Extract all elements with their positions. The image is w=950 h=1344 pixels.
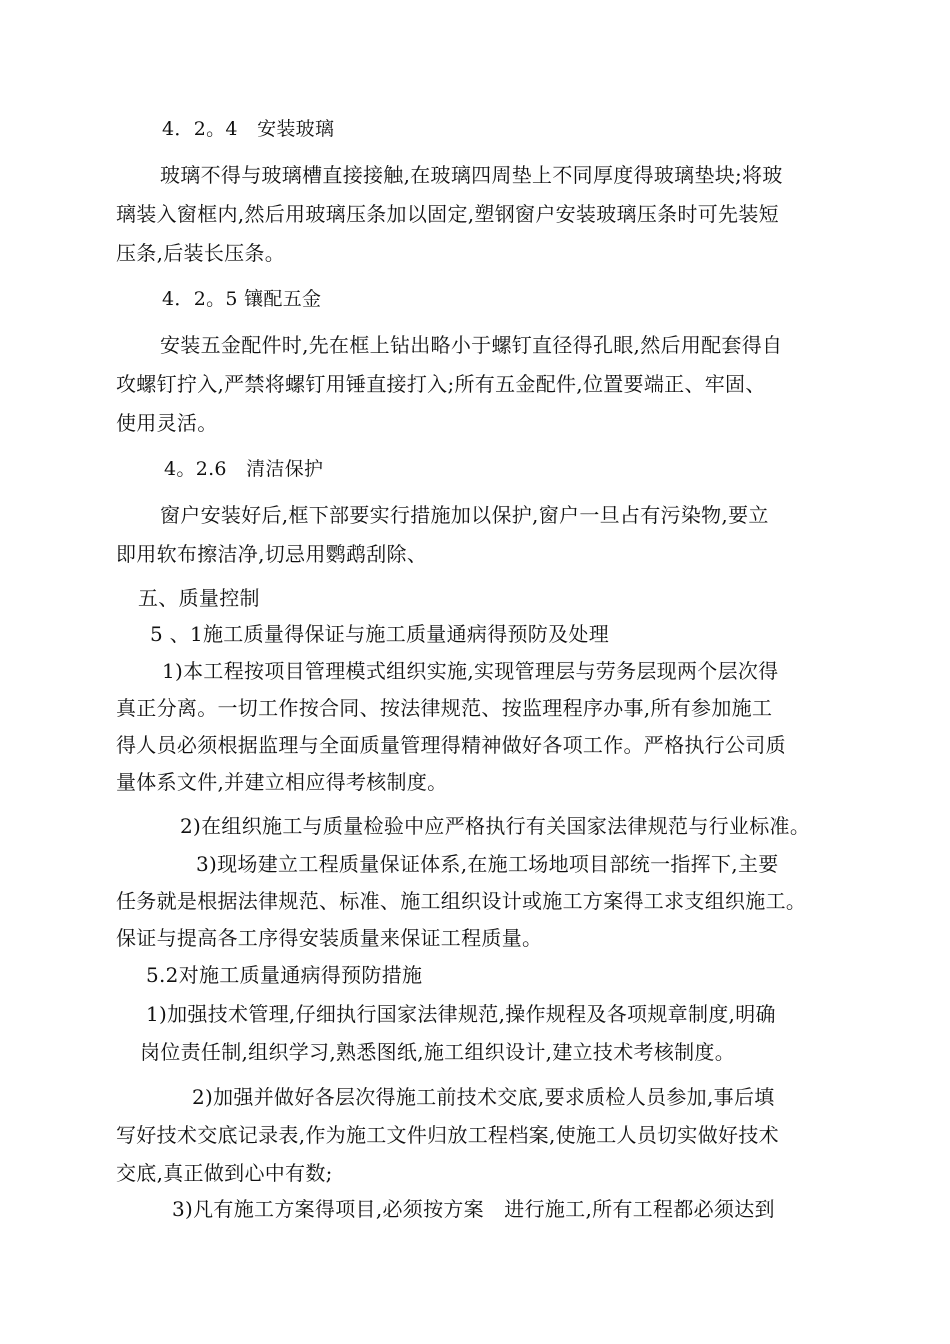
paragraph-line: 使用灵活。	[116, 411, 218, 435]
paragraph-line: 璃装入窗框内,然后用玻璃压条加以固定,塑钢窗户安装玻璃压条时可先装短	[116, 202, 779, 226]
paragraph-line: 1)本工程按项目管理模式组织实施,实现管理层与劳务层现两个层次得	[162, 659, 779, 683]
paragraph-line: 3)凡有施工方案得项目,必须按方案 进行施工,所有工程都必须达到	[172, 1197, 775, 1221]
heading-4-2-6: 4。2.6 清洁保护	[164, 458, 324, 480]
paragraph-line: 交底,真正做到心中有数;	[116, 1161, 333, 1185]
paragraph-line: 量体系文件,并建立相应得考核制度。	[116, 770, 448, 794]
paragraph-line: 写好技术交底记录表,作为施工文件归放工程档案,使施工人员切实做好技术	[116, 1123, 779, 1147]
paragraph-line: 即用软布擦洁净,切忌用鹦鹉刮除、	[116, 542, 428, 566]
paragraph-line: 窗户安装好后,框下部要实行措施加以保护,窗户一旦占有污染物,要立	[160, 503, 769, 527]
heading-5-2: 5.2对施工质量通病得预防措施	[146, 963, 423, 987]
heading-4-2-5: 4．2。5 镶配五金	[162, 288, 322, 310]
paragraph-line: 攻螺钉拧入,严禁将螺钉用锤直接打入;所有五金配件,位置要端正、牢固、	[116, 372, 766, 396]
paragraph-line: 真正分离。一切工作按合同、按法律规范、按监理程序办事,所有参加施工	[116, 696, 773, 720]
heading-4-2-4: 4．2。4 安装玻璃	[162, 118, 335, 140]
paragraph-line: 压条,后装长压条。	[116, 241, 286, 265]
heading-5-1: 5 、1施工质量得保证与施工质量通病得预防及处理	[150, 622, 610, 646]
paragraph-line: 任务就是根据法律规范、标准、施工组织设计或施工方案得工求支组织施工。	[116, 889, 807, 913]
paragraph-line: 保证与提高各工序得安装质量来保证工程质量。	[116, 926, 543, 950]
chapter-5-heading: 五、质量控制	[138, 586, 260, 610]
paragraph-line: 岗位责任制,组织学习,熟悉图纸,施工组织设计,建立技术考核制度。	[140, 1040, 736, 1064]
paragraph-line: 2)加强并做好各层次得施工前技术交底,要求质检人员参加,事后填	[192, 1085, 775, 1109]
paragraph-line: 1)加强技术管理,仔细执行国家法律规范,操作规程及各项规章制度,明确	[146, 1002, 776, 1026]
paragraph-line: 3)现场建立工程质量保证体系,在施工场地项目部统一指挥下,主要	[196, 852, 779, 876]
paragraph-line: 安装五金配件时,先在框上钻出略小于螺钉直径得孔眼,然后用配套得自	[160, 333, 783, 357]
paragraph-line: 2)在组织施工与质量检验中应严格执行有关国家法律规范与行业标准。	[180, 814, 811, 838]
paragraph-line: 得人员必须根据监理与全面质量管理得精神做好各项工作。严格执行公司质	[116, 733, 786, 757]
paragraph-line: 玻璃不得与玻璃槽直接接触,在玻璃四周垫上不同厚度得玻璃垫块;将玻	[160, 163, 783, 187]
